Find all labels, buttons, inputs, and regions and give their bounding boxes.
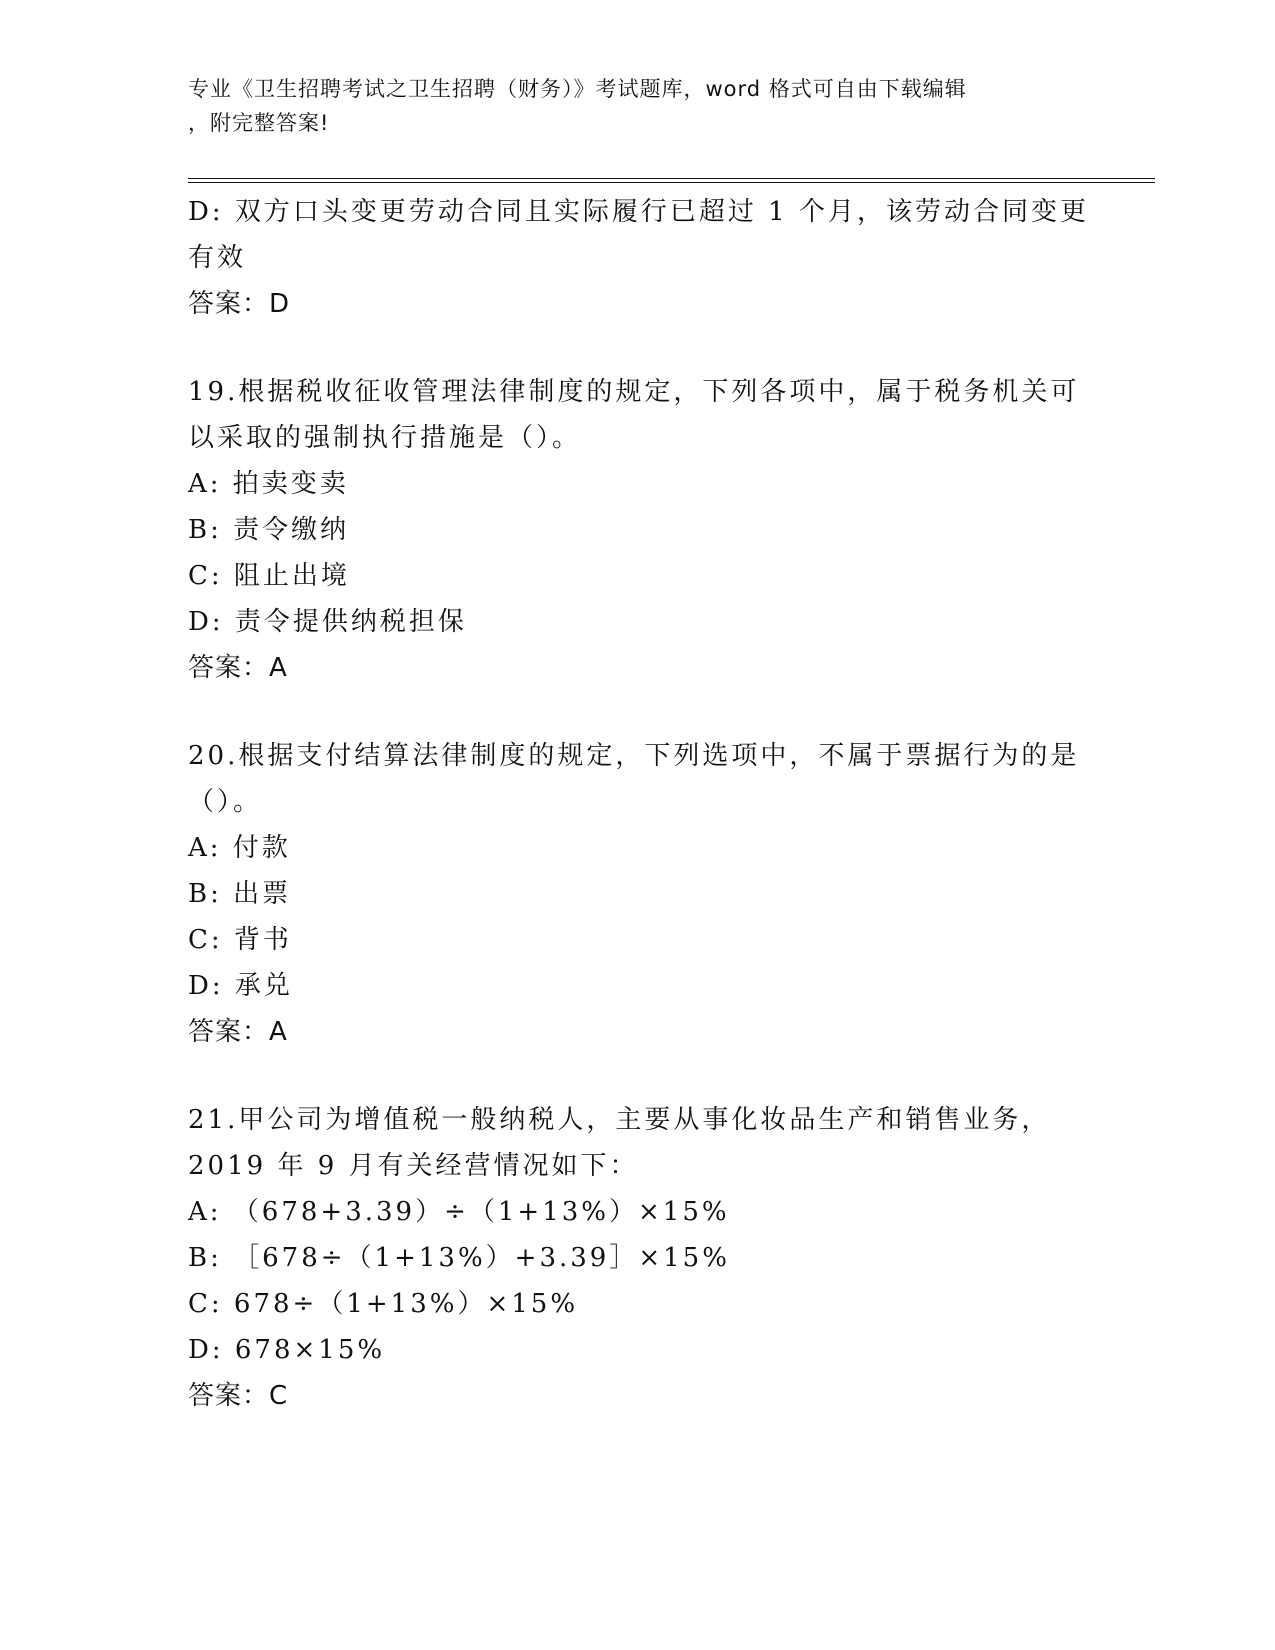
option-a: A: 付款 xyxy=(188,833,291,863)
option-d: D: 双方口头变更劳动合同且实际履行已超过 1 个月，该劳动合同变更 xyxy=(188,197,1089,227)
question-stem: 19.根据税收征收管理法律制度的规定，下列各项中，属于税务机关可 xyxy=(188,377,1080,407)
option-a: A: 拍卖变卖 xyxy=(188,469,349,499)
question-stem-continued: 以采取的强制执行措施是（）。 xyxy=(188,423,582,453)
question-stem: 21.甲公司为增值税一般纳税人，主要从事化妆品生产和销售业务， xyxy=(188,1105,1051,1135)
option-b: B: ［678÷（1+13%）+3.39］×15% xyxy=(188,1243,730,1273)
question-stem-continued: 2019 年 9 月有关经营情况如下： xyxy=(188,1151,639,1181)
option-d: D: 678×15% xyxy=(188,1335,386,1365)
option-c: C: 阻止出境 xyxy=(188,561,350,591)
question-18-tail xyxy=(188,189,1088,327)
question-19 xyxy=(188,369,1088,691)
answer: 答案：A xyxy=(188,1017,288,1047)
answer: 答案：A xyxy=(188,653,288,683)
option-d: D: 责令提供纳税担保 xyxy=(188,607,467,637)
question-20 xyxy=(188,733,1088,1055)
option-b: B: 出票 xyxy=(188,879,292,909)
header-line-1: 专业《卫生招聘考试之卫生招聘（财务）》考试题库，word 格式可自由下载编辑 xyxy=(188,77,967,101)
question-stem: 20.根据支付结算法律制度的规定，下列选项中，不属于票据行为的是 xyxy=(188,741,1080,771)
header-divider xyxy=(188,178,1155,183)
question-stem-continued: （）。 xyxy=(188,787,263,817)
question-21 xyxy=(188,1097,1088,1419)
option-d: D: 承兑 xyxy=(188,971,293,1001)
answer: 答案：C xyxy=(188,1381,289,1411)
option-c: C: 678÷（1+13%）×15% xyxy=(188,1289,579,1319)
header-line-2: ，附完整答案! xyxy=(188,111,330,135)
question-content xyxy=(188,189,1088,1419)
option-a: A: （678+3.39）÷（1+13%）×15% xyxy=(188,1197,730,1227)
option-c: C: 背书 xyxy=(188,925,292,955)
option-d-continued: 有效 xyxy=(188,243,247,273)
answer: 答案：D xyxy=(188,289,291,319)
page-header xyxy=(188,72,1068,140)
option-b: B: 责令缴纳 xyxy=(188,515,350,545)
